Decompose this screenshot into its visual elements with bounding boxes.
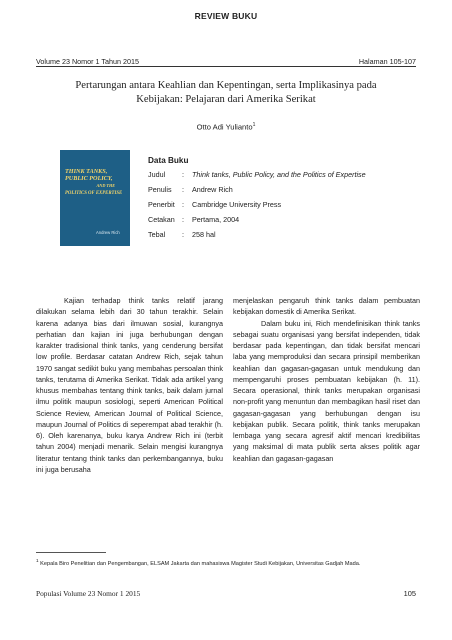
body-paragraph: Dalam buku ini, Rich mendefinisikan think tanks sebagai suatu organisasi yang bersifat independen, tidak berdasar pada kepentingan, dan tidak bersifat mencari laba yang memproduksi dan secara prinsipil memberikan keahlian dan gagasan-gagasan untuk mendukung dan mempengaruhi proses pembuatan kebijakan (h. 11). Secara operasional, think tanks merupakan organisasi non-profit yang menuntun dan membagikan hasil riset dan gagasan-gagasan yang berhubungan dengan isu kebijakan publik. Secara politik, think tanks merupakan lembaga yang secara agresif aktif mencari kredibilitas yang maksimal di mata publik serta akses politik agar keahlian dan gagasan-gagasan <box>233 318 420 463</box>
book-data-row: Tebal : 258 hal <box>148 230 216 239</box>
body-column-right <box>233 295 420 464</box>
header-rule <box>36 66 416 67</box>
book-data-row: Penerbit : Cambridge University Press <box>148 200 282 209</box>
body-paragraph: menjelaskan pengaruh think tanks dalam pembuatan kebijakan domestik di Amerika Serikat. <box>233 296 420 317</box>
body-column-left <box>36 295 223 475</box>
cover-title-line: AND THE <box>96 183 115 189</box>
book-data-value: Cambridge University Press <box>192 200 282 209</box>
book-cover-author: Andrew Rich <box>96 230 120 235</box>
book-data-row: Penulis : Andrew Rich <box>148 185 233 194</box>
footnote-text: Kepala Biro Penelitian dan Pengembangan, ELSAM Jakarta dan mahasiswa Magister Studi Kebijakan, Universitas Gadjah Mada. <box>40 560 361 567</box>
book-data-label: Penerbit <box>148 200 175 209</box>
footnote-rule <box>36 552 106 553</box>
author-footnote-mark: 1 <box>252 122 256 128</box>
book-data-label: Penulis <box>148 185 172 194</box>
body-paragraph: Kajian terhadap think tanks relatif jarang dilakukan selama lebih dari 30 tahun terakhir. Selain karena adanya bias dari ilmuwan sosial, kurangnya perhatian dan kajian ini juga berhubungan dengan karakter tradisional think tanks, yang cenderung bersifat low profile. Berdasar catatan Andrew Rich, sejak tahun 1970 sangat sedikit buku yang membahas persoalan think tanks, terutama di Amerika Serikat. Tidak ada artikel yang khusus membahas tentang think tanks, baik dalam jurnal ilmu politik maupun sosiologi, seperti American Political Science Review, American Journal of Political Science, maupun Journal of Politics di seperempat abad terakhir (h. 6). Oleh karenanya, buku karya Andrew Rich ini (terbit tahun 2004) menjadi menarik. Selain mengisi kurangnya literatur tentang think tanks dan perkembangannya, buku ini juga berusaha <box>36 296 223 474</box>
volume-info: Volume 23 Nomor 1 Tahun 2015 <box>36 57 139 66</box>
author-line <box>0 122 452 132</box>
article-title-line-1: Pertarungan antara Keahlian dan Kepentingan, serta Implikasinya pada <box>75 80 377 91</box>
book-data-label: Cetakan <box>148 215 175 224</box>
footnote-mark: 1 <box>36 558 39 563</box>
page-number: 105 <box>403 589 416 598</box>
book-data-value: 258 hal <box>192 230 216 239</box>
author-name: Otto Adi Yulianto <box>196 122 253 132</box>
footer-journal: Populasi Volume 23 Nomor 1 2015 <box>36 589 141 598</box>
footnote <box>36 557 411 568</box>
section-heading: REVIEW BUKU <box>194 11 258 21</box>
book-data-value: Pertama, 2004 <box>192 215 240 224</box>
book-data-label: Judul <box>148 170 166 179</box>
page-range: Halaman 105-107 <box>358 57 416 66</box>
volume-row <box>36 57 416 66</box>
book-data-row: Judul : Think tanks, Public Policy, and the Politics of Expertise <box>148 170 366 179</box>
book-cover-title <box>65 168 127 197</box>
article-title-line-2: Kebijakan: Pelajaran dari Amerika Serikat <box>136 94 316 105</box>
book-data-value: Think tanks, Public Policy, and the Politics of Expertise <box>192 170 366 179</box>
book-data-value: Andrew Rich <box>192 185 233 194</box>
cover-title-line: PUBLIC POLICY, <box>65 175 113 183</box>
book-data-heading: Data Buku <box>148 156 189 165</box>
book-cover-image <box>60 150 130 246</box>
cover-title-line: POLITICS OF EXPERTISE <box>65 190 123 196</box>
book-data-row: Cetakan : Pertama, 2004 <box>148 215 240 224</box>
cover-title-line: THINK TANKS, <box>65 168 108 175</box>
book-data-label: Tebal <box>148 230 166 239</box>
article-title <box>40 79 412 107</box>
